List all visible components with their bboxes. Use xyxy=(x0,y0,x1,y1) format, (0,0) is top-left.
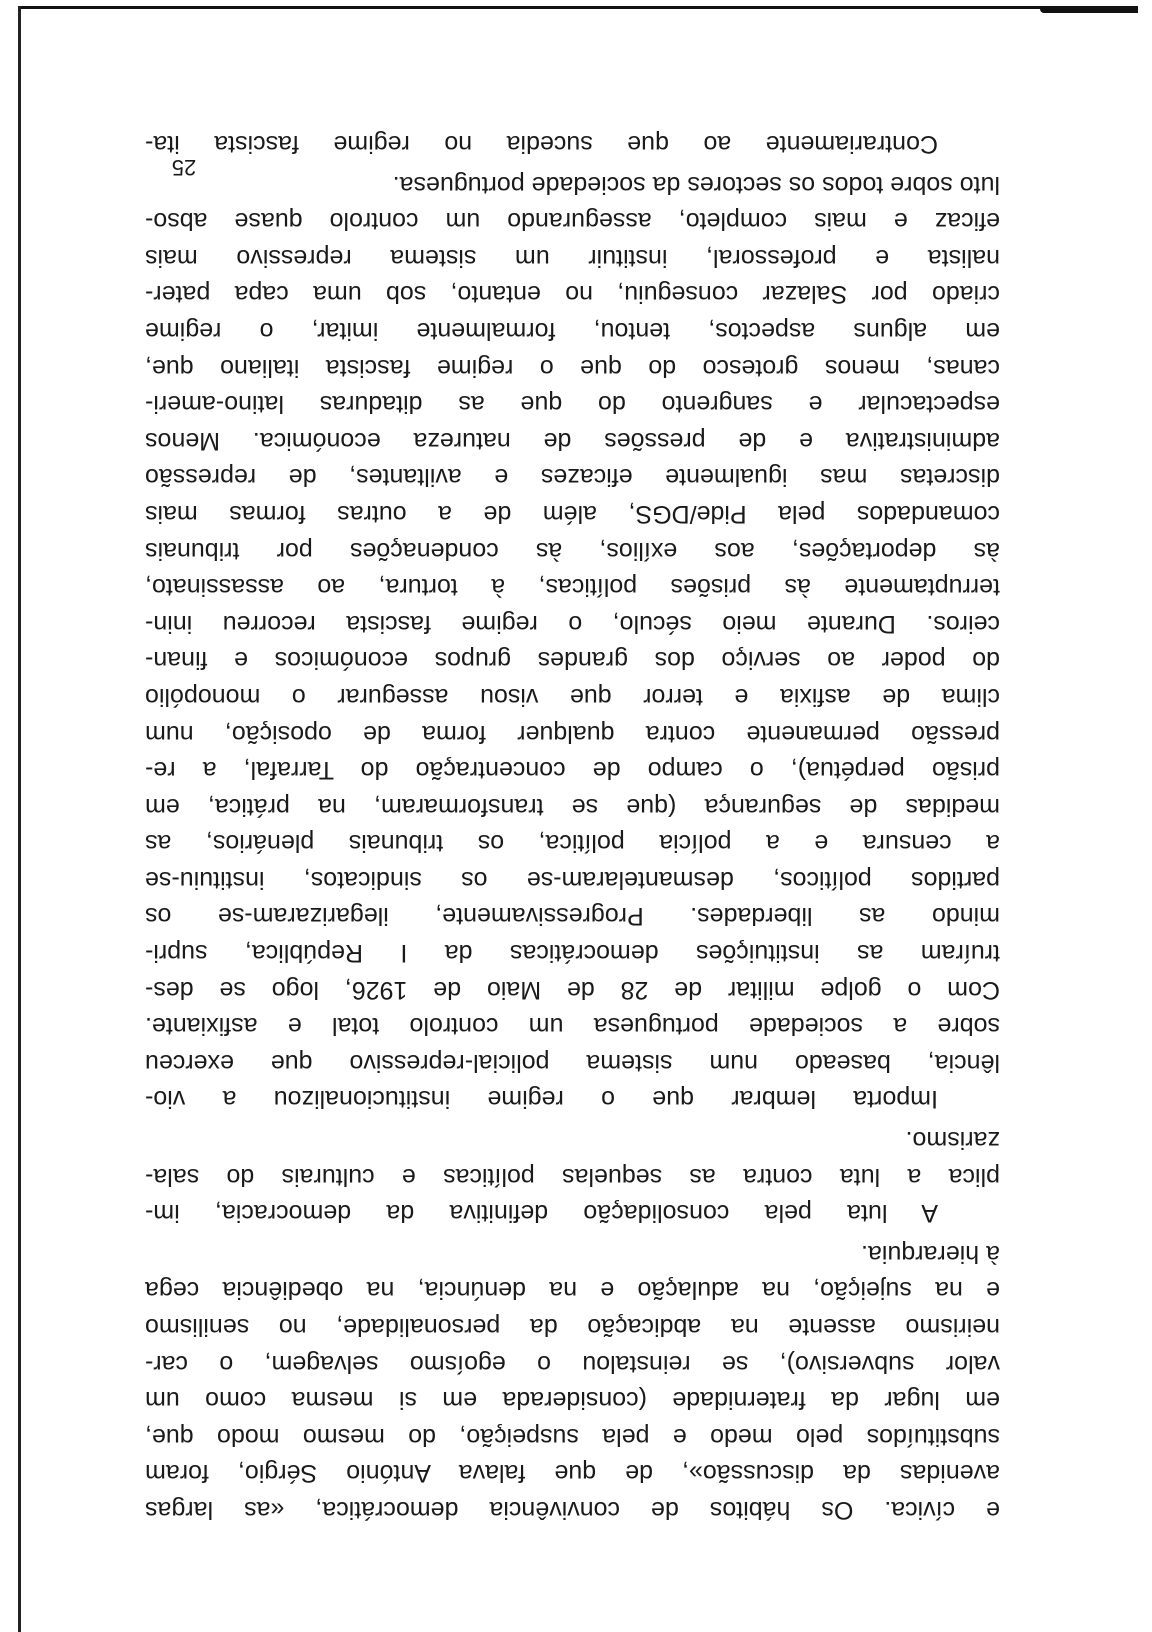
text-line: Importa lembrar que o regime institucionalizou a vio- xyxy=(145,1085,938,1114)
text-line: luto sobre todos os sectores da sociedade portuguesa. xyxy=(392,170,1000,199)
text-line: espectacular e sangrento do que as ditaduras latino-ameri- xyxy=(145,390,1000,419)
text-line: Contrariamente ao que sucedia no regime fascista ita- xyxy=(145,130,938,159)
text-line: neirismo assente na abdicação da personalidade, no senilismo xyxy=(145,1313,1000,1342)
text-line: criado por Salazar conseguiu, no entanto, sob uma capa pater- xyxy=(145,280,1000,309)
paragraph xyxy=(145,166,1000,1117)
text-line: A luta pela consolidação definitiva da democracia, im- xyxy=(145,1199,938,1228)
text-line: zarismo. xyxy=(905,1126,1000,1155)
text-line: pressão permanente contra qualquer forma de oposição, num xyxy=(145,719,1000,748)
text-line: e na sujeição, na adulação e na denúncia, na obediência cega xyxy=(145,1276,1000,1305)
text-line: Com o golpe militar de 28 de Maio de 1926, logo se des- xyxy=(145,975,1000,1004)
text-line: sobre a sociedade portuguesa um controlo total e asfixiante. xyxy=(145,1012,1000,1041)
text-line: do poder ao serviço dos grandes grupos económicos e finan- xyxy=(145,646,1000,675)
text-line: clima de asfixia e terror que visou assegurar o monopólio xyxy=(145,682,1000,711)
text-line: prisão perpétua), o campo de concentração do Tarrafal, a re- xyxy=(145,756,1000,785)
body-text xyxy=(145,125,1000,1528)
paragraph xyxy=(145,125,1000,162)
text-line: substituídos pelo medo e pela suspeição, do mesmo modo que, xyxy=(145,1422,1000,1451)
text-line: canas, menos grotesco do que o regime fascista italiano que, xyxy=(145,353,1000,382)
text-line: a censura e a polícia política, os tribunais plenários, as xyxy=(145,829,1000,858)
text-line: lência, baseado num sistema policial-repressivo que exerceu xyxy=(145,1048,1000,1077)
text-line: às deportações, aos exílios, às condenações por tribunais xyxy=(145,536,1000,565)
text-line: em lugar da fraternidade (considerada em si mesma como um xyxy=(145,1386,1000,1415)
text-line: eficaz e mais completo, assegurando um controlo quase abso- xyxy=(145,207,1000,236)
text-line: e cívica. Os hábitos de convivência democrática, «as largas xyxy=(145,1496,1000,1524)
text-line: administrativa e de pressões de natureza económica. Menos xyxy=(145,426,1000,455)
text-line: partidos políticos, desmantelaram-se os sindicatos, instituiu-se xyxy=(145,865,1000,894)
text-line: em alguns aspectos, tentou, formalmente imitar, o regime xyxy=(145,317,1000,345)
text-line: à hierarquia. xyxy=(861,1239,1000,1268)
text-line: avenidas da discussão», de que falava António Sérgio, foram xyxy=(145,1459,1000,1488)
text-line: nalista e professoral, instituir um sistema repressivo mais xyxy=(145,243,1000,272)
text-line: comandados pela Pide/DGS, além de a outras formas mais xyxy=(145,499,1000,528)
paragraph xyxy=(145,1121,1000,1231)
paragraph xyxy=(145,1235,1000,1528)
text-line: terruptamente às prisões políticas, à tortura, ao assassinato, xyxy=(145,573,1000,602)
text-line: discretas mas igualmente eficazes e aviltantes, de repressão xyxy=(145,463,1000,492)
page-number: 25 xyxy=(171,155,197,180)
text-line: medidas de segurança (que se transformaram, na prática, em xyxy=(145,792,1000,821)
text-line: valor subversivo), se reinstalou o egoísmo selvagem, o car- xyxy=(145,1349,1000,1378)
text-line: plica a luta contra as sequelas políticas e culturais do sala- xyxy=(145,1162,1000,1191)
text-line: truíram as instituições democráticas da I República, supri- xyxy=(145,939,1000,968)
text-line: ceiros. Durante meio século, o regime fascista recorreu inin- xyxy=(145,609,1000,638)
text-line: mindo as liberdades. Progressivamente, ilegarizaram-se os xyxy=(145,902,1000,931)
